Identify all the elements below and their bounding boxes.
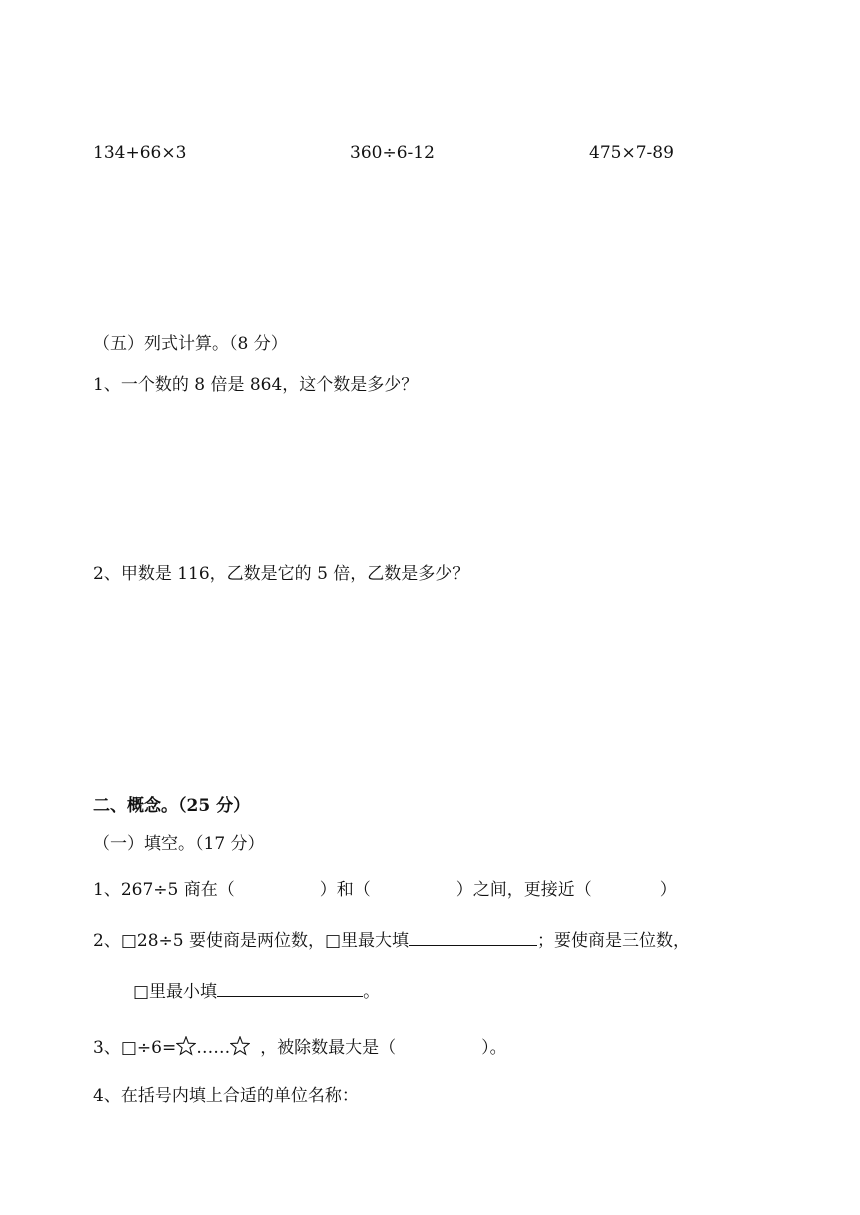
fill-question-3 — [93, 1036, 507, 1057]
star-icon — [176, 1036, 196, 1056]
fill-question-4: 4、在括号内填上合适的单位名称： — [93, 1086, 359, 1106]
section5-question-1: 1、一个数的 8 倍是 864，这个数是多少？ — [93, 375, 419, 395]
fill-question-1: 1、267÷5 商在（ ）和（ ）之间，更接近（ ） — [93, 880, 677, 900]
expression-1: 134+66×3 — [93, 143, 187, 163]
fill-question-2-text-d: 。 — [363, 982, 381, 1002]
fill-question-3-text-b: ，被除数最大是（ ）。 — [260, 1038, 507, 1058]
fill-question-2-line2 — [133, 984, 380, 1001]
expression-2: 360÷6-12 — [350, 143, 435, 163]
fill-question-2-text-b: ；要使商是三位数， — [537, 931, 691, 951]
section5-heading: （五）列式计算。（8 分） — [93, 334, 288, 354]
fill-question-2-text-a: 2、□28÷5 要使商是两位数，□里最大填 — [93, 931, 410, 951]
remainder-dots: …… — [196, 1038, 231, 1058]
part2-heading: 二、概念。（25 分） — [93, 796, 251, 816]
fill-question-2-text-c: □里最小填 — [133, 982, 218, 1002]
fill-question-2-line1 — [93, 933, 690, 950]
part2-subheading-fill: （一）填空。（17 分） — [93, 834, 265, 854]
answer-blank-max[interactable] — [409, 943, 537, 946]
answer-blank-min[interactable] — [217, 994, 363, 997]
expression-3: 475×7-89 — [589, 143, 674, 163]
star-icon — [230, 1036, 250, 1056]
fill-question-3-text-a: 3、□÷6= — [93, 1038, 177, 1058]
section5-question-2: 2、甲数是 116，乙数是它的 5 倍，乙数是多少？ — [93, 564, 470, 584]
